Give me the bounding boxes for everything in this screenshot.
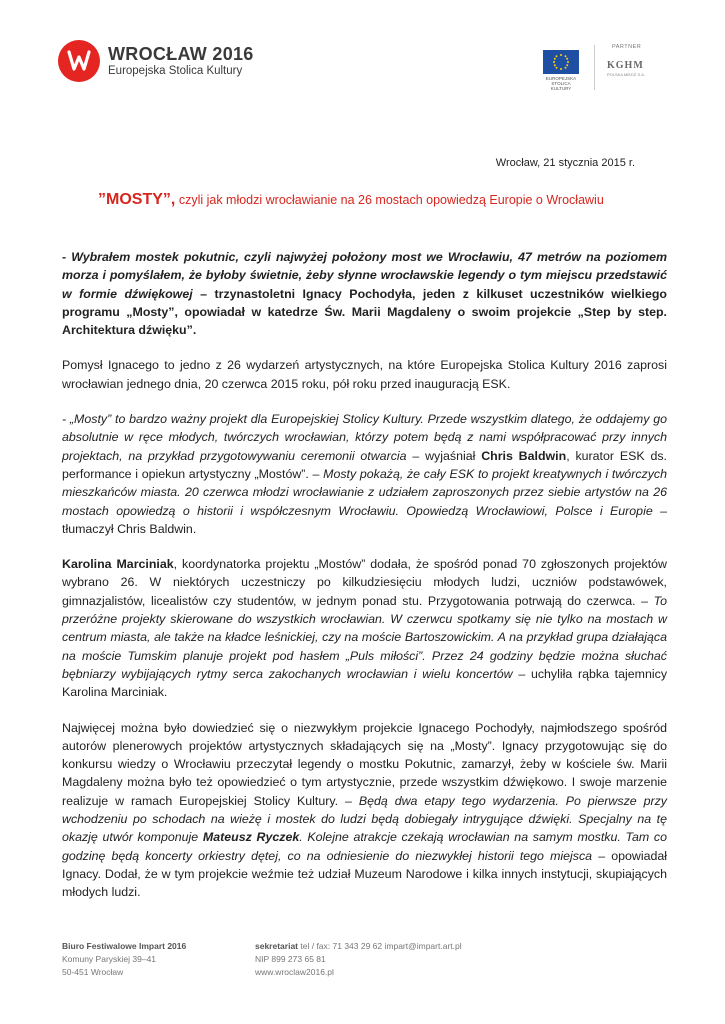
footer-nip: NIP 899 273 65 81 <box>255 954 326 964</box>
p5-text-1: Najwięcej można było dowiedzieć się o niezwykłym projekcie Ignacego Pochodyły, najmłodszego spośród autorów plenerowych projektów artystycznych składających się na „Mosty”. Ignacy przygotowując się do konkursu wiedzy o Wrocławiu przeczytał legendy o mostku Pokutnic, zamarzył, żeby w kościele św. Marii Magdaleny można było też opowiedzieć o tym artystycznie, przede wszystkim dźwiękowo. I swoje marzenie realizuje w ramach Europejskiej Stolicy Kultury. – <box>62 720 667 808</box>
paragraph-5 <box>62 719 667 902</box>
footer-org: Biuro Festiwalowe Impart 2016 <box>62 941 187 951</box>
p1-quote: - Wybrałem mostek pokutnic, czyli najwyżej położony most we Wrocławiu, 47 metrów na poziomem morza i pomyślałem, że byłoby świetnie, żeby słynne wrocławskie legendy o tym miejscu przedstawić w formie dźwiękowej <box>62 250 667 301</box>
eu-flag-icon <box>543 50 579 74</box>
title-main: ”MOSTY”, <box>98 191 176 208</box>
footer-street: Komuny Paryskiej 39–41 <box>62 954 157 964</box>
footer-contact <box>255 940 462 979</box>
header-divider <box>594 45 595 90</box>
footer-address <box>62 940 186 979</box>
partner-logo-kghm: KGHM <box>607 60 644 71</box>
partner-label: PARTNER <box>612 44 642 50</box>
eu-logo <box>543 50 579 91</box>
paragraph-1 <box>62 248 667 339</box>
wroclaw-logo-icon <box>58 40 100 82</box>
eu-caption: EUROPEJSKA STOLICA KULTURY <box>545 76 577 91</box>
p4-text-2: – uchyliła rąbka tajemnicy Karolina Marciniak. <box>62 666 668 700</box>
p3-quote-2: Mosty pokażą, że cały ESK to projekt kreatywnych i twórczych mieszkańców miasta. 20 czerwca młodzi wrocławianie z udziałem zaproszonych przez siebie artystów na 26 mostach opowiedzą o historii i współczesnym Wrocławiu. Opowiedzą Wrocławiowi, Polsce i Europie <box>62 466 667 518</box>
p5-name: Mateusz Ryczek <box>202 830 300 845</box>
partner-subtitle: POLSKA MIEDŹ S.A. <box>607 72 646 77</box>
footer-contact-label: sekretariat <box>255 941 299 951</box>
p4-text-1: , koordynatorka projektu „Mostów” dodała, że spośród ponad 70 zgłoszonych projektów wybrano 26. W niektórych uczestniczy po kilkudziesięciu młodych ludzi, uczniów podstawówek, gimnazjalistów, licealistów czy studentów, w jednym ponad stu. Przygotowania potrwają do czerwca. – <box>62 557 667 608</box>
wroclaw-2016-logo <box>58 40 254 82</box>
p3-text-1: – wyjaśniał <box>406 448 482 463</box>
paragraph-3 <box>62 410 667 538</box>
footer-phone-email: tel / fax: 71 343 29 62 impart@impart.art.pl <box>298 941 462 951</box>
title-rest: czyli jak młodzi wrocławianie na 26 mostach opowiedzą Europie o Wrocławiu <box>175 193 604 207</box>
p5-text-2: – opowiadał Ignacy. Dodał, że w tym projekcie weźmie też udział Muzeum Narodowe i kilka innych instytucji, skupiających młodych ludzi. <box>62 848 668 900</box>
p3-text-3: – tłumaczył Chris Baldwin. <box>62 503 667 536</box>
document-title <box>98 191 658 209</box>
paragraph-4 <box>62 555 667 701</box>
p5-quote-1: Będą dwa etapy tego wydarzenia. Po pierwsze przy wchodzeniu po schodach na wieżę i mostek do ludzi będą dobiegały intrygujące dźwięki. Specjalny na tę okazję utwór komponuje <box>62 793 667 845</box>
footer-city: 50-451 Wrocław <box>62 967 124 977</box>
p1-rest: – trzynastoletni Ignacy Pochodyła, jeden z kilkuset uczestników wielkiego programu „Mosty”, opowiadał w katedrze Św. Marii Magdaleny o swoim projekcie „Step by step. Architektura dźwięku”. <box>62 286 667 338</box>
paragraph-2: Pomysł Ignacego to jedno z 26 wydarzeń artystycznych, na które Europejska Stolica Kultury 2016 zaprosi wrocławian jednego dnia, 20 czerwca 2015 roku, pół roku przed inauguracją ESK. <box>62 358 667 391</box>
p4-quote: To przeróżne projekty skierowane do wszystkich wrocławian. W czerwcu spotkamy się nie tylko na mostach w centrum miasta, ale także na kładce leśnickiej, czy na moście Bartoszowickim. A na przykład grupa działająca na moście Tumskim planuje projekt pod hasłem „Puls miłości”. Przez 24 godziny będzie można słuchać bębniarzy wybijających rytmy serca zakochanych wrocławian i wielu koncertów <box>62 593 667 681</box>
p4-name: Karolina Marciniak <box>62 557 174 572</box>
logo-title: WROCŁAW 2016 <box>108 44 254 64</box>
p3-text-2: , kurator ESK ds. performance i opiekun artystyczny „Mostów”. – <box>62 448 667 481</box>
p5-quote-2: . Kolejne atrakcje czekają wrocławian na samym mostku. Tam co godzinę będą koncerty orkiestry dętej, co na odniesienie do niezwykłej historii tego miejsca <box>62 830 668 863</box>
p3-quote-1: - „Mosty” to bardzo ważny projekt dla Europejskiej Stolicy Kultury. Przede wszystkim dlatego, że oddajemy go absolutnie w ręce młodych, twórczych wrocławian, którzy potem będą z nami współpracować przy innych projektach, na przykład przygotowywaniu ceremonii otwarcia <box>62 412 667 463</box>
document-date: Wrocław, 21 stycznia 2015 r. <box>495 157 635 169</box>
p3-name: Chris Baldwin <box>481 448 567 463</box>
footer-website: www.wroclaw2016.pl <box>255 967 334 977</box>
logo-subtitle: Europejska Stolica Kultury <box>108 65 243 77</box>
document-body <box>62 248 667 919</box>
